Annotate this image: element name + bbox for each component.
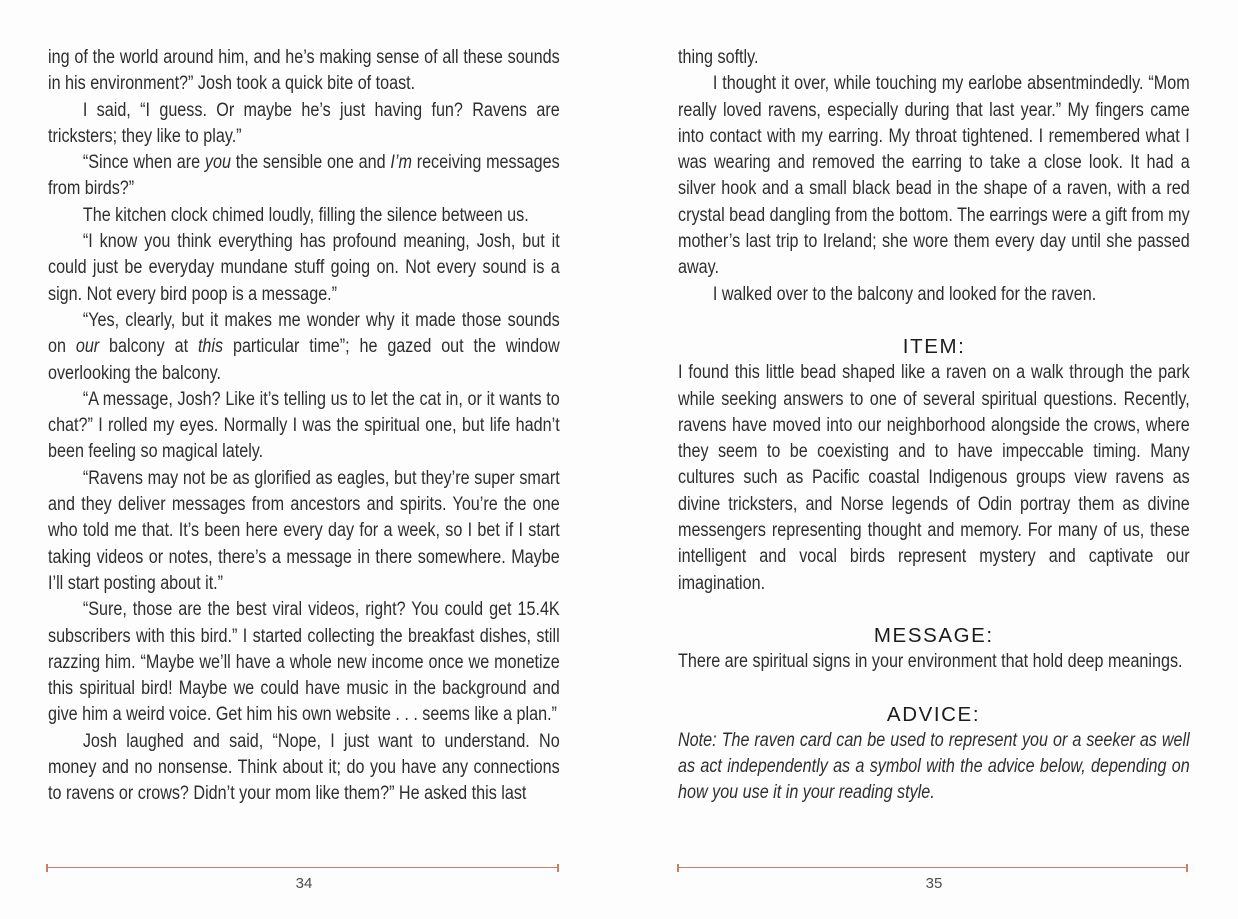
- right-footer-rule: [677, 867, 1188, 868]
- rule-end-tick: [46, 864, 48, 872]
- paragraph: I thought it over, while touching my earlobe absentmindedly. “Mom really loved ravens, especially during that last year.” My fingers came into contact with my earring. My throat tightened. I remembered what I was wearing and removed the earring to take a close look. It had a silver hook and a small black bead in the shape of a raven, with a red crystal bead dangling from the bottom. The earrings were a gift from my mother’s last trip to Ireland; she wore them every day until she passed away.: [678, 73, 1190, 279]
- item-heading-label: ITEM:: [902, 334, 966, 358]
- page-number-right: 35: [925, 875, 943, 892]
- paragraph: “A message, Josh? Like it’s telling us to let the cat in, or it wants to chat?” I rolled my eyes. Normally I was the spiritual one, but life hadn’t been feeling so magical lately.: [48, 388, 560, 463]
- left-footer-rule: [46, 867, 559, 868]
- paragraph: thing softly.: [678, 47, 759, 68]
- paragraph: Note: The raven card can be used to represent you or a seeker as well as act independently as a symbol with the advice below, depending on how you use it in your reading style.: [678, 729, 1190, 804]
- paragraph: “Yes, clearly, but it makes me wonder why it made those sounds on our balcony at this particular time”; he gazed out the window overlooking the balcony.: [48, 309, 560, 384]
- right-page-narrative: [678, 45, 1190, 308]
- item-section-body: [678, 360, 1190, 597]
- advice-section-body: [678, 728, 1190, 807]
- message-section-heading: [678, 623, 1190, 649]
- rule-end-tick: [677, 864, 679, 872]
- paragraph: “Ravens may not be as glorified as eagles, but they’re super smart and they deliver messages from ancestors and spirits. You’re the one who told me that. It’s been here every day for a week, so I bet if I start taking videos or notes, there’s a message in there somewhere. Maybe I’ll start posting about it.”: [48, 467, 560, 594]
- paragraph: I found this little bead shaped like a raven on a walk through the park while seeking answers to one of several spiritual questions. Recently, ravens have moved into our neighborhood alongside the crows, where they seem to be coexisting and to have impeccable timing. Many cultures such as Pacific coastal Indigenous groups view ravens as divine tricksters, and Norse legends of Odin portray them as divine messengers representing thought and memory. For many of us, these intelligent and vocal birds represent mystery and captivate our imagination.: [678, 362, 1190, 594]
- item-section-heading: [678, 334, 1190, 360]
- paragraph: “Sure, those are the best viral videos, right? You could get 15.4K subscribers with this bird.” I started collecting the breakfast dishes, still razzing him. “Maybe we’ll have a whole new income once we monetize this spiritual bird! Maybe we could have music in the background and give him a weird voice. Get him his own website . . . seems like a plan.”: [48, 599, 560, 726]
- paragraph: I walked over to the balcony and looked for the raven.: [712, 283, 1097, 305]
- left-page-text-column: [48, 45, 560, 808]
- message-section-body: [678, 649, 1190, 675]
- rule-end-tick: [557, 864, 559, 872]
- page-number-left: 34: [295, 875, 313, 892]
- paragraph: “I know you think everything has profound meaning, Josh, but it could just be everyday mundane stuff going on. Not every sound is a sign. Not every bird poop is a message.”: [48, 231, 560, 305]
- paragraph: There are spiritual signs in your environment that hold deep meanings.: [678, 651, 1183, 673]
- paragraph: Josh laughed and said, “Nope, I just want to understand. No money and no nonsense. Think about it; do you have any connections to ravens or crows? Didn’t your mom like them?” He asked this last: [48, 730, 560, 805]
- advice-heading-label: ADVICE:: [887, 702, 981, 726]
- advice-section-heading: [678, 702, 1190, 728]
- paragraph: The kitchen clock chimed loudly, filling the silence between us.: [82, 204, 529, 226]
- rule-end-tick: [1186, 864, 1188, 872]
- paragraph: I said, “I guess. Or maybe he’s just having fun? Ravens are tricksters; they like to play.”: [48, 99, 560, 147]
- paragraph: ing of the world around him, and he’s making sense of all these sounds in his environment?” Josh took a quick bite of toast.: [48, 47, 560, 95]
- message-heading-label: MESSAGE:: [873, 623, 994, 647]
- paragraph: “Since when are you the sensible one and I’m receiving messages from birds?”: [48, 152, 560, 200]
- right-page-text-column: [678, 45, 1190, 807]
